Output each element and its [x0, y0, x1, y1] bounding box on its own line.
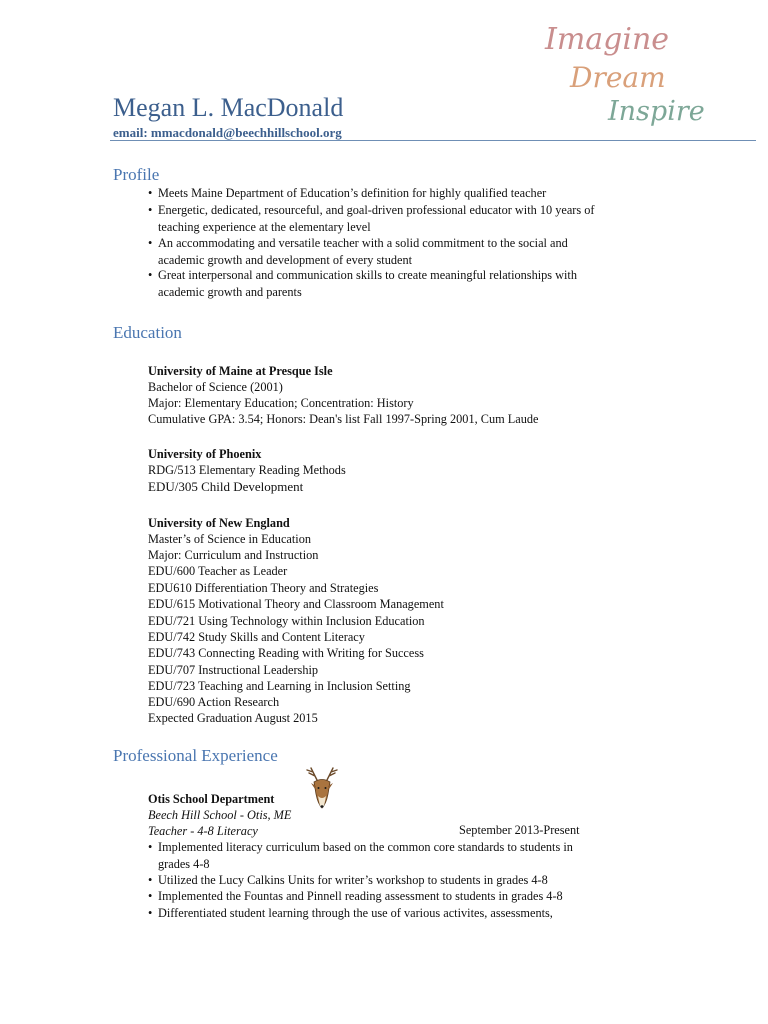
- education-line: EDU/305 Child Development: [148, 479, 304, 494]
- section-title-experience: Professional Experience: [113, 746, 278, 765]
- experience-bullet: • Implemented the Fountas and Pinnell reading assessment to students in grades 4-8: [148, 889, 563, 903]
- school-name: University of Phoenix: [148, 447, 262, 461]
- education-line: EDU/742 Study Skills and Content Literacy: [148, 630, 365, 644]
- section-title-profile: Profile: [113, 165, 160, 184]
- education-line: EDU/615 Motivational Theory and Classroom Management: [148, 597, 444, 611]
- education-line: EDU610 Differentiation Theory and Strategies: [148, 581, 379, 595]
- education-line: EDU/721 Using Technology within Inclusion Education: [148, 614, 425, 628]
- logo-inspire: Inspire: [608, 96, 705, 127]
- education-line: Major: Elementary Education; Concentration: History: [148, 396, 414, 410]
- employer-name: Otis School Department: [148, 792, 275, 806]
- logo-imagine: Imagine: [545, 22, 670, 57]
- education-line: Master’s of Science in Education: [148, 532, 311, 546]
- education-line: Major: Curriculum and Instruction: [148, 548, 319, 562]
- school-location: Beech Hill School - Otis, ME: [148, 808, 292, 822]
- school-name: University of Maine at Presque Isle: [148, 364, 333, 378]
- job-dates: September 2013-Present: [459, 823, 580, 837]
- experience-bullet: • Differentiated student learning through the use of various activites, assessments,: [148, 906, 553, 920]
- deer-head-icon: [306, 766, 340, 812]
- job-role: Teacher - 4-8 Literacy: [148, 824, 258, 838]
- logo-dream: Dream: [570, 61, 666, 94]
- education-line: Expected Graduation August 2015: [148, 711, 318, 725]
- school-name: University of New England: [148, 516, 290, 530]
- candidate-name: Megan L. MacDonald: [113, 93, 344, 122]
- education-line: EDU/723 Teaching and Learning in Inclusion Setting: [148, 679, 411, 693]
- education-line: RDG/513 Elementary Reading Methods: [148, 463, 346, 477]
- education-line: EDU/600 Teacher as Leader: [148, 564, 288, 578]
- education-line: EDU/707 Instructional Leadership: [148, 663, 319, 677]
- education-line: EDU/690 Action Research: [148, 695, 280, 709]
- profile-bullet: • Energetic, dedicated, resourceful, and goal-driven professional educator with 10 years of teaching experience at the elementary level: [148, 203, 595, 234]
- email-link[interactable]: email: mmacdonald@beechhillschool.org: [113, 125, 342, 140]
- experience-bullet: • Implemented literacy curriculum based on the common core standards to students in grades 4-8: [148, 840, 573, 871]
- education-line: Cumulative GPA: 3.54; Honors: Dean's list Fall 1997-Spring 2001, Cum Laude: [148, 412, 539, 426]
- profile-bullet: • Great interpersonal and communication skills to create meaningful relationships with academic growth and parents: [148, 268, 578, 299]
- section-title-education: Education: [113, 323, 182, 342]
- experience-bullet: • Utilized the Lucy Calkins Units for writer’s workshop to students in grades 4-8: [148, 873, 548, 887]
- education-line: Bachelor of Science (2001): [148, 380, 283, 394]
- profile-bullet: • Meets Maine Department of Education’s definition for highly qualified teacher: [148, 186, 547, 200]
- header-divider: [110, 140, 756, 141]
- profile-bullet: • An accommodating and versatile teacher with a solid commitment to the social and academic growth and development of every student: [148, 236, 568, 267]
- education-line: EDU/743 Connecting Reading with Writing for Success: [148, 646, 424, 660]
